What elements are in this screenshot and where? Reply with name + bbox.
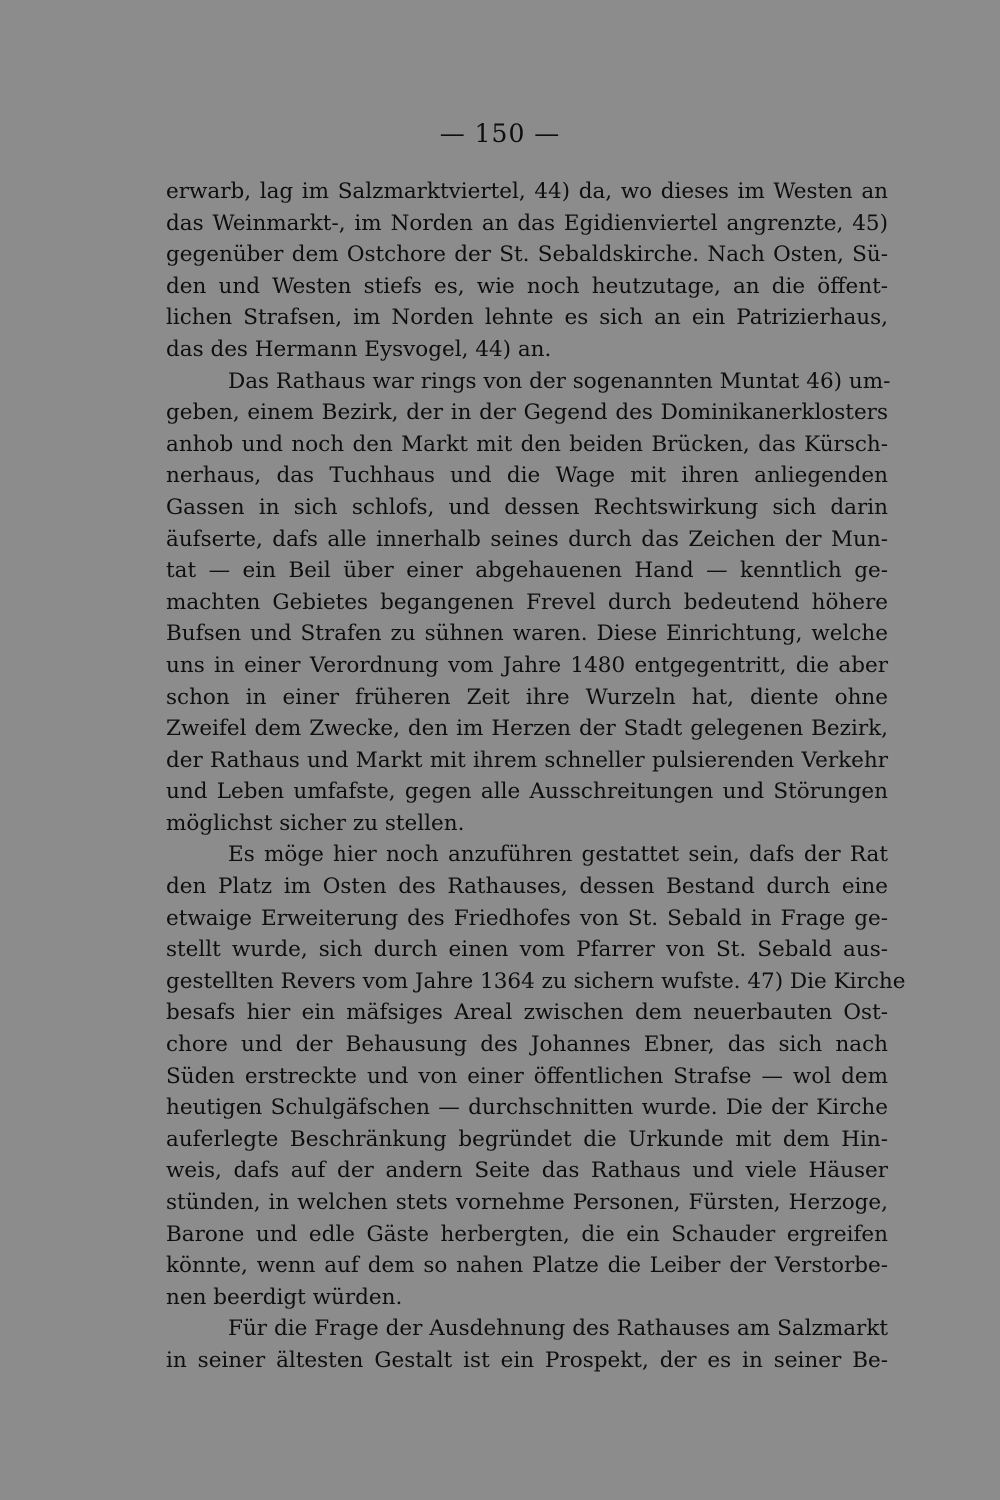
text-line: nerhaus, das Tuchhaus und die Wage mit ihren anliegenden (166, 463, 888, 489)
text-line: Gassen in sich schlofs, und dessen Rechtswirkung sich darin (166, 494, 888, 520)
text-line: Bufsen und Strafen zu sühnen waren. Diese Einrichtung, welche (166, 621, 888, 647)
text-line: heutigen Schulgäfschen — durchschnitten wurde. Die der Kirche (166, 1095, 888, 1121)
text-line: tat — ein Beil über einer abgehauenen Hand — kenntlich ge- (166, 558, 888, 584)
text-line: uns in einer Verordnung vom Jahre 1480 entgegentritt, die aber (166, 652, 888, 678)
text-line: stellt wurde, sich durch einen vom Pfarrer von St. Sebald aus- (166, 937, 888, 963)
text-line: schon in einer früheren Zeit ihre Wurzeln hat, diente ohne (166, 684, 888, 710)
text-line: der Rathaus und Markt mit ihrem schneller pulsierenden Verkehr (166, 747, 888, 773)
text-line: äufserte, dafs alle innerhalb seines durch das Zeichen der Mun- (166, 526, 888, 552)
text-line: Barone und edle Gäste herbergten, die ein Schauder ergreifen (166, 1221, 888, 1247)
text-line: in seiner ältesten Gestalt ist ein Prospekt, der es in seiner Be- (166, 1347, 888, 1373)
text-line: geben, einem Bezirk, der in der Gegend des Dominikanerklosters (166, 400, 888, 426)
text-line: nen beerdigt würden. (166, 1284, 403, 1310)
text-line: weis, dafs auf der andern Seite das Rathaus und viele Häuser (166, 1158, 888, 1184)
paragraph-start-line: Für die Frage der Ausdehnung des Rathauses am Salzmarkt (228, 1316, 888, 1342)
text-line: könnte, wenn auf dem so nahen Platze die Leiber der Verstorbe- (166, 1253, 888, 1279)
text-line: Süden erstreckte und von einer öffentlichen Strafse — wol dem (166, 1063, 888, 1089)
body-text (166, 176, 906, 1377)
text-line: gestellten Revers vom Jahre 1364 zu sichern wufste. 47) Die Kirche (166, 968, 906, 994)
text-line: besafs hier ein mäfsiges Areal zwischen dem neuerbauten Ost- (166, 1000, 888, 1026)
text-line: gegenüber dem Ostchore der St. Sebaldskirche. Nach Osten, Sü- (166, 242, 888, 268)
text-line: das Weinmarkt-, im Norden an das Egidienviertel angrenzte, 45) (166, 210, 888, 236)
text-line: erwarb, lag im Salzmarktviertel, 44) da, wo dieses im Westen an (166, 179, 888, 204)
text-line: lichen Strafsen, im Norden lehnte es sich an ein Patrizierhaus, (166, 305, 888, 331)
text-line: stünden, in welchen stets vornehme Personen, Fürsten, Herzoge, (166, 1190, 888, 1215)
text-line: anhob und noch den Markt mit den beiden Brücken, das Kürsch- (166, 431, 888, 457)
text-line: das des Hermann Eysvogel, 44) an. (166, 336, 552, 362)
text-line: den Platz im Osten des Rathauses, dessen Bestand durch eine (166, 874, 888, 900)
text-line: auferlegte Beschränkung begründet die Urkunde mit dem Hin- (166, 1126, 888, 1152)
page-number: — 150 — (439, 119, 561, 148)
text-line: etwaige Erweiterung des Friedhofes von St. Sebald in Frage ge- (166, 905, 888, 931)
text-line: möglichst sicher zu stellen. (166, 810, 465, 836)
paragraph-start-line: Es möge hier noch anzuführen gestattet sein, dafs der Rat (228, 842, 888, 868)
text-line: Zweifel dem Zwecke, den im Herzen der Stadt gelegenen Bezirk, (166, 716, 888, 742)
text-line: chore und der Behausung des Johannes Ebner, das sich nach (166, 1032, 888, 1058)
text-line: machten Gebietes begangenen Frevel durch bedeutend höhere (166, 589, 888, 615)
paragraph-start-line: Das Rathaus war rings von der sogenannten Muntat 46) um- (228, 368, 891, 394)
text-line: und Leben umfafste, gegen alle Ausschreitungen und Störungen (166, 779, 888, 805)
text-line: den und Westen stiefs es, wie noch heutzutage, an die öffent- (166, 273, 888, 299)
